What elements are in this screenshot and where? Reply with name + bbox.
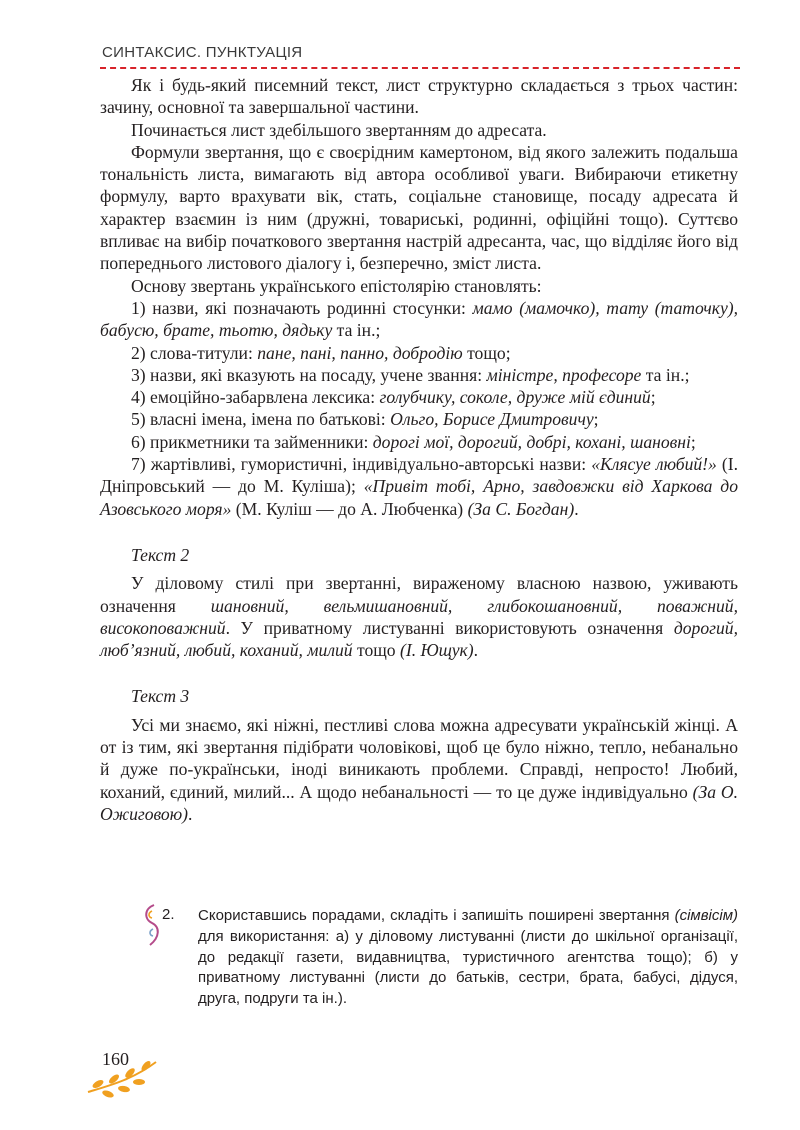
list-item: 4) емоційно-забарвлена лексика: голубчику, соколе, друже мій єдиний; xyxy=(131,387,656,408)
list-item: 1) назви, які позначають родинні стосунки: мамо (мамочко), тату (таточку), бабусю, брате, тьотю, дядьку та ін.; xyxy=(100,297,739,341)
page-number: 160 xyxy=(102,1049,129,1069)
header-divider xyxy=(100,67,740,69)
task-text: Скориставшись порадами, складіть і запишіть поширені звертання (сімвісім) для використання: а) у діловому листуванні (листи до шкільної організації, до редакції газети, видавництва, туристичного агентства тощо); б) у приватному листуванні (листи до батьків, сестри, брата, бабусі, дідуся, друга, подруги та ін.). xyxy=(198,907,738,1008)
paragraph: Як і будь-який писемний текст, лист структурно складається з трьох частин: зачину, основної та завершальної частини. xyxy=(100,75,738,118)
text-heading: Текст 3 xyxy=(131,686,190,707)
paragraph: Основу звертань українського епістолярію становлять: xyxy=(131,275,542,296)
section-title: СИНТАКСИС. ПУНКТУАЦІЯ xyxy=(102,44,303,61)
task-number: 2. xyxy=(162,906,175,923)
list-item: 5) власні імена, імена по батькові: Ольго, Борисе Дмитровичу; xyxy=(131,409,599,430)
paragraph: Усі ми знаємо, які ніжні, пестливі слова можна адресувати українській жінці. А от із тим, які звертання підібрати чоловікові, щоб це було ніжно, тепло, небанально й дуже по-українськи, іноді виникають проблеми. Справді, непросто! Любий, коханий, єдиний, милий... А щодо небанальності — то це дуже індивідуально (За О. Ожиговою). xyxy=(100,714,738,824)
list-item: 3) назви, які вказують на посаду, учене звання: міністре, професоре та ін.; xyxy=(131,364,690,385)
paragraph: Починається лист здебільшого звертанням до адресата. xyxy=(131,119,547,140)
main-text xyxy=(100,74,738,825)
list-item: 6) прикметники та займенники: дорогі мої, дорогий, добрі, кохані, шановні; xyxy=(131,431,696,452)
list-item: 2) слова-титули: пане, пані, панно, добродію тощо; xyxy=(131,342,511,363)
list-item: 7) жартівливі, гумористичні, індивідуально-авторські назви: «Клясуе любий!» (І. Дніпровський — до М. Куліша); «Привіт тобі, Арно, завдовжки від Харкова до Азовського моря» (М. Куліш — до А. Любченка) (За С. Богдан). xyxy=(100,454,739,519)
text-heading: Текст 2 xyxy=(131,544,190,565)
running-header xyxy=(100,44,740,70)
quill-ornament-icon xyxy=(140,903,164,947)
paragraph: У діловому стилі при звертанні, вираженому власною назвою, уживають означення шановний, вельмишановний, глибокошановний, поважний, високоповажний. У приватному листуванні використовують означення дорогий, люб’язний, любий, коханий, милий тощо (І. Ющук). xyxy=(100,573,739,661)
paragraph: Формули звертання, що є своєрідним камертоном, від якого залежить подальша тональність листа, вимагають від автора особливої уваги. Вибираючи етикетну формулу, варто врахувати вік, стать, соціальне становище, посаду адресата й характер взаємин із ним (дружні, товариські, родинні, офіційні тощо). Суттєво впливає на вибір початкового звертання настрій адресанта, час, що відділяє його від попереднього листового діалогу і, безперечно, зміст листа. xyxy=(100,141,738,274)
